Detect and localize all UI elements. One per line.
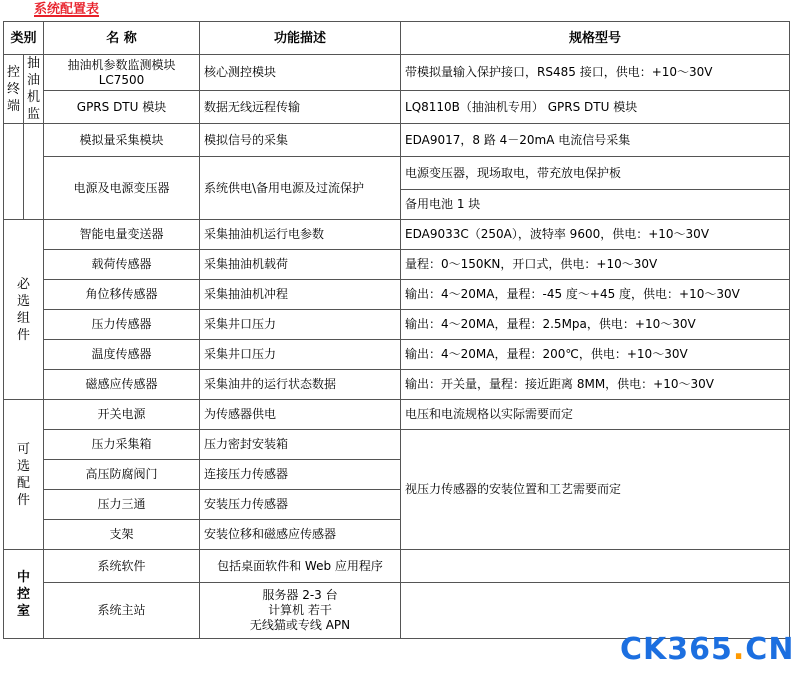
- category-unlabeled: [4, 124, 24, 220]
- row-function: 采集抽油机冲程: [200, 280, 401, 310]
- header-name: 名 称: [44, 22, 200, 55]
- header-category: 类别: [4, 22, 44, 55]
- header-function: 功能描述: [200, 22, 401, 55]
- table-row: [4, 400, 790, 430]
- category-central: [4, 550, 44, 639]
- row-name: 抽油机参数监测模块 LC7500: [44, 55, 200, 91]
- row-name: 开关电源: [44, 400, 200, 430]
- row-name: 载荷传感器: [44, 250, 200, 280]
- row-name: 高压防腐阀门: [44, 460, 200, 490]
- row-function: 包括桌面软件和 Web 应用程序: [200, 550, 401, 583]
- category-central-label: 中控室: [16, 569, 30, 619]
- row-name: 智能电量变送器: [44, 220, 200, 250]
- row-spec: 电压和电流规格以实际需要而定: [401, 400, 790, 430]
- watermark-main: CK365: [620, 632, 733, 667]
- row-spec: EDA9033C（250A），波特率 9600，供电：+10～30V: [401, 220, 790, 250]
- row-name: 系统主站: [44, 583, 200, 639]
- category-optional-label: 可选配件: [16, 441, 30, 508]
- table-row: [4, 430, 790, 460]
- function-line: 计算机 若干: [268, 603, 332, 617]
- row-function: 模拟信号的采集: [200, 124, 401, 157]
- table-row: [4, 124, 790, 157]
- row-function: 采集抽油机运行电参数: [200, 220, 401, 250]
- row-name: 电源及电源变压器: [44, 157, 200, 220]
- table-row: [4, 340, 790, 370]
- watermark-suffix: CN: [745, 632, 795, 667]
- row-function: 安装压力传感器: [200, 490, 401, 520]
- table-row: [4, 310, 790, 340]
- row-function: 采集抽油机载荷: [200, 250, 401, 280]
- watermark-dot: .: [732, 632, 746, 667]
- row-name: 角位移传感器: [44, 280, 200, 310]
- row-function: 采集井口压力: [200, 340, 401, 370]
- row-name: 压力传感器: [44, 310, 200, 340]
- header-spec: 规格型号: [401, 22, 790, 55]
- row-name: 温度传感器: [44, 340, 200, 370]
- row-name: 压力采集箱: [44, 430, 200, 460]
- row-spec-2: 备用电池 1 块: [401, 190, 790, 220]
- document-title: 系统配置表: [34, 2, 100, 17]
- category-control-sub: 抽油机监: [24, 55, 44, 124]
- row-name: 系统软件: [44, 550, 200, 583]
- row-function: 核心测控模块: [200, 55, 401, 91]
- function-line: 无线猫或专线 APN: [249, 618, 351, 632]
- category-optional: [4, 400, 44, 550]
- row-spec: 量程：0～150KN，开口式，供电：+10～30V: [401, 250, 790, 280]
- table-row: [4, 250, 790, 280]
- table-row: [4, 280, 790, 310]
- row-function: 采集油井的运行状态数据: [200, 370, 401, 400]
- row-spec: 电源变压器，现场取电，带充放电保护板: [401, 157, 790, 190]
- row-spec: 输出：4～20MA，量程：-45 度～+45 度，供电：+10～30V: [401, 280, 790, 310]
- table-row: [4, 370, 790, 400]
- row-function: 采集井口压力: [200, 310, 401, 340]
- row-function: 安装位移和磁感应传感器: [200, 520, 401, 550]
- row-name: 压力三通: [44, 490, 200, 520]
- row-name: 模拟量采集模块: [44, 124, 200, 157]
- table-row: [4, 91, 790, 124]
- row-function: 数据无线远程传输: [200, 91, 401, 124]
- row-spec: 带模拟量输入保护接口，RS485 接口，供电：+10～30V: [401, 55, 790, 91]
- table-header-row: [4, 22, 790, 55]
- row-spec: LQ8110B（抽油机专用） GPRS DTU 模块: [401, 91, 790, 124]
- row-spec: 输出：4～20MA，量程：200℃，供电：+10～30V: [401, 340, 790, 370]
- row-name: GPRS DTU 模块: [44, 91, 200, 124]
- table-row: [4, 157, 790, 190]
- system-config-table: [3, 21, 790, 639]
- category-required: [4, 220, 44, 400]
- row-function: 系统供电\备用电源及过流保护: [200, 157, 401, 220]
- category-control: 控终端: [4, 55, 24, 124]
- category-unlabeled-sub: [24, 124, 44, 220]
- category-required-label: 必选组件: [16, 276, 30, 343]
- row-function: 连接压力传感器: [200, 460, 401, 490]
- row-spec: 输出：开关量，量程：接近距离 8MM，供电：+10～30V: [401, 370, 790, 400]
- row-spec: EDA9017，8 路 4－20mA 电流信号采集: [401, 124, 790, 157]
- row-spec-merged: 视压力传感器的安装位置和工艺需要而定: [401, 430, 790, 550]
- row-name: 支架: [44, 520, 200, 550]
- watermark-logo: [620, 630, 795, 670]
- row-function: 为传感器供电: [200, 400, 401, 430]
- row-name: 磁感应传感器: [44, 370, 200, 400]
- row-function-multiline: [200, 583, 401, 639]
- table-row: [4, 550, 790, 583]
- table-row: [4, 220, 790, 250]
- row-function: 压力密封安装箱: [200, 430, 401, 460]
- function-line: 服务器 2-3 台: [262, 588, 338, 602]
- row-spec: 输出：4～20MA，量程：2.5Mpa，供电：+10～30V: [401, 310, 790, 340]
- row-spec-empty: [401, 550, 790, 583]
- table-row: [4, 55, 790, 91]
